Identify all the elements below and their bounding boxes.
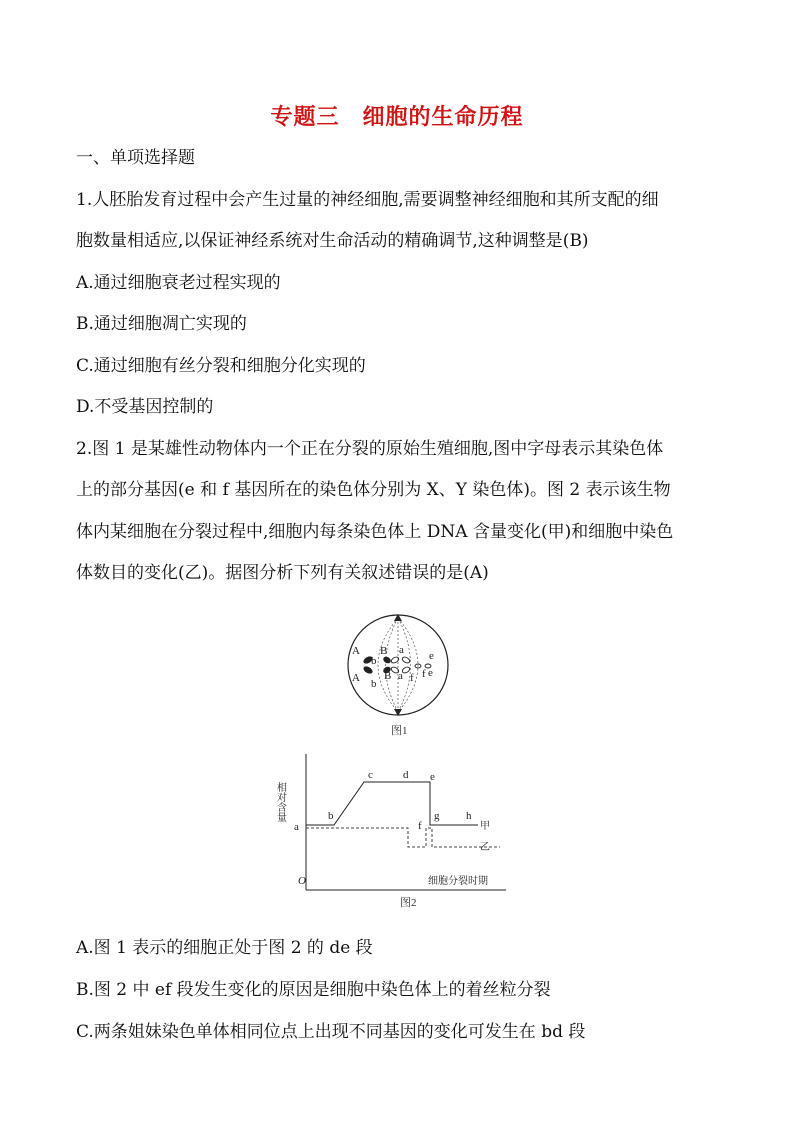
q2-stem-line4: 体数目的变化(乙)。据图分析下列有关叙述错误的是(A) [76, 563, 489, 583]
x-axis-label: 细胞分裂时期 [428, 876, 488, 887]
gene-label-f2: f [422, 668, 426, 680]
page-title: 专题三 细胞的生命历程 [270, 105, 524, 130]
q1-stem-line1: 1.人胚胎发育过程中会产生过量的神经细胞,需要调整神经细胞和其所支配的细 [76, 190, 659, 210]
point-label-e: e [430, 771, 435, 783]
point-label-b: b [328, 810, 334, 822]
q2-option-c: C.两条姐妹染色单体相同位点上出现不同基因的变化可发生在 bd 段 [76, 1022, 586, 1042]
point-label-a: a [294, 821, 299, 833]
figure-2-caption: 图2 [400, 897, 417, 909]
q2-stem-line2: 上的部分基因(e 和 f 基因所在的染色体分别为 X、Y 染色体)。图 2 表示该生物 [76, 480, 671, 500]
point-label-h: h [466, 810, 472, 822]
point-label-c: c [368, 769, 373, 781]
series-yi-line [306, 828, 500, 847]
q1-option-d: D.不受基因控制的 [76, 397, 214, 417]
point-label-g: g [434, 810, 440, 822]
gene-label-e2: e [428, 667, 433, 679]
legend-jia: 甲 [480, 821, 490, 832]
gene-label-b1: b [371, 655, 377, 667]
point-label-d: d [403, 769, 409, 781]
gene-label-b2: b [371, 678, 377, 690]
gene-label-B2: B [384, 670, 392, 682]
section-heading: 一、单项选择题 [76, 148, 195, 168]
figure-2-chart [270, 752, 510, 914]
q2-stem-line1: 2.图 1 是某雄性动物体内一个正在分裂的原始生殖细胞,图中字母表示其染色体 [76, 439, 664, 459]
q1-option-b: B.通过细胞凋亡实现的 [76, 314, 247, 334]
gene-label-f1: f [410, 672, 414, 684]
q1-option-a: A.通过细胞衰老过程实现的 [76, 273, 281, 293]
q2-option-b: B.图 2 中 ef 段发生变化的原因是细胞中染色体上的着丝粒分裂 [76, 980, 551, 1000]
gene-label-B1: B [380, 645, 388, 657]
legend-yi: 乙 [480, 842, 490, 853]
q2-stem-line3: 体内某细胞在分裂过程中,细胞内每条染色体上 DNA 含量变化(甲)和细胞中染色 [76, 522, 674, 542]
q1-stem-line2: 胞数量相适应,以保证神经系统对生命活动的精确调节,这种调整是(B) [76, 231, 589, 251]
q2-option-a: A.图 1 表示的细胞正处于图 2 的 de 段 [76, 938, 373, 958]
point-label-f: f [418, 820, 422, 832]
gene-label-e1: e [429, 650, 434, 662]
q1-option-c: C.通过细胞有丝分裂和细胞分化实现的 [76, 356, 366, 376]
y-axis-label: 相对含量 [274, 782, 286, 822]
spindle-fibers [378, 618, 418, 712]
origin-label: O [298, 875, 306, 887]
gene-label-A1: A [352, 645, 360, 657]
gene-label-A2: A [352, 672, 360, 684]
gene-label-a1: a [399, 644, 404, 656]
figure-1-cell-diagram [338, 608, 458, 740]
gene-label-a2: a [398, 670, 403, 682]
figure-1-caption: 图1 [391, 725, 408, 737]
